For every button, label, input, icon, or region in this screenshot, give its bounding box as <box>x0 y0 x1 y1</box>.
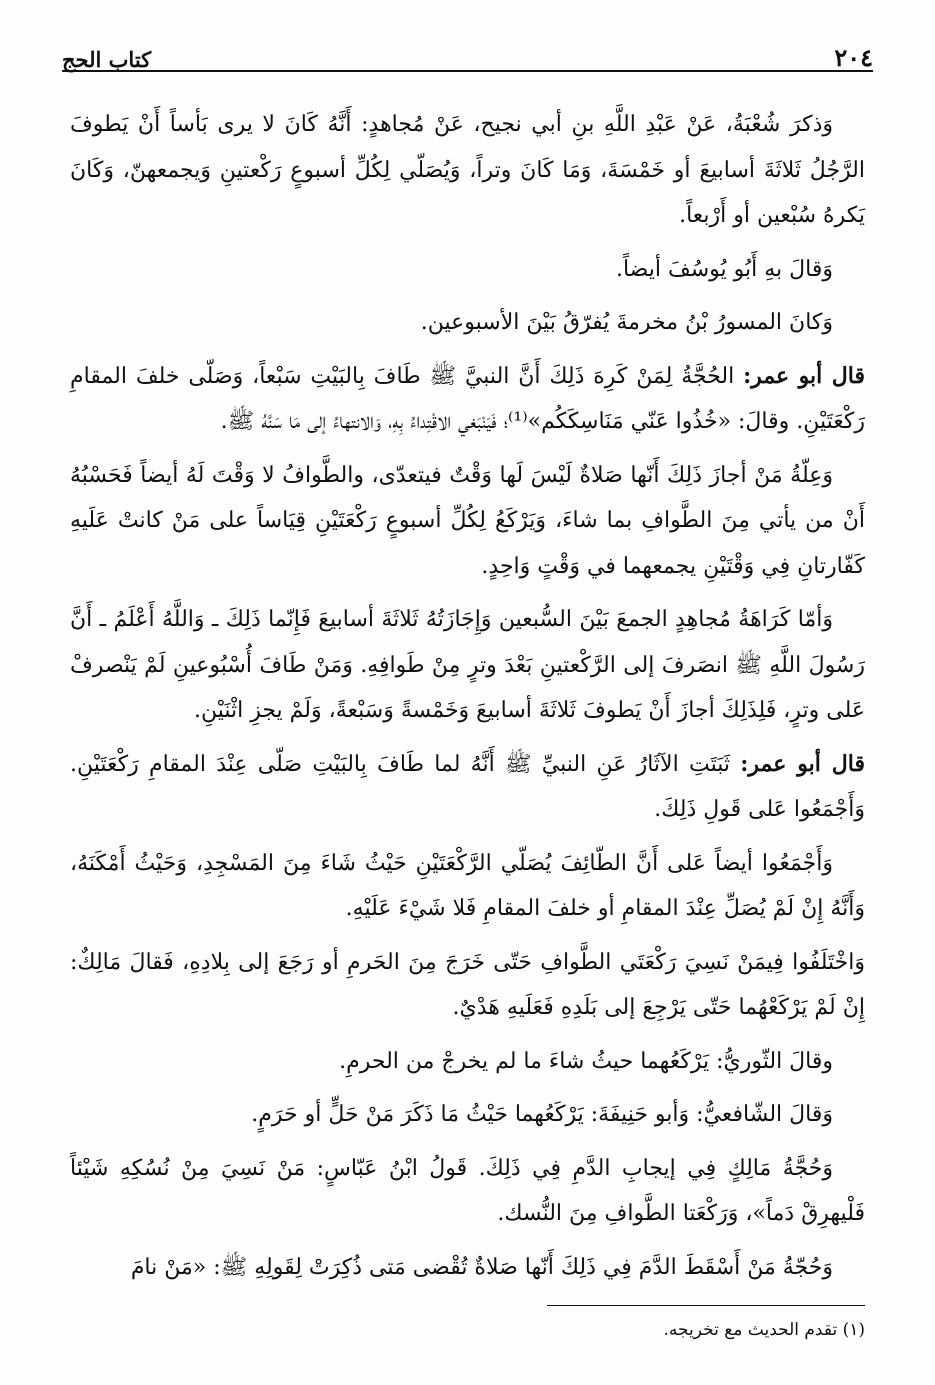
paragraph <box>70 1039 865 1085</box>
speaker-label: قال أبو عمر: <box>740 750 865 777</box>
paragraph <box>70 247 865 293</box>
footnote-rule <box>547 1305 865 1306</box>
paragraph <box>70 1146 865 1237</box>
paragraph <box>70 453 865 590</box>
paragraph-text: وقالَ الثّوريُّ: يَرْكَعُهما حيثُ شاءَ ما لم يخرجْ من الحرمِ. <box>339 1048 833 1074</box>
paragraph <box>70 597 865 734</box>
header-rule <box>62 70 873 72</box>
paragraph-text: وَأَجْمَعُوا أيضاً عَلى أَنَّ الطّائِفَ يُصَلّي الرَّكْعَتَيْنِ حَيْثُ شَاءَ مِنَ المَسْجِدِ، وَحَيْثُ أَمْكَنَهُ، وَأَنَّهُ إِنْ لَمْ يُصَلِّ عِنْدَ المقامِ أو خلفَ المقامِ فَلا شَيْءَ عَلَيْهِ. <box>70 850 865 921</box>
page-number: ٢٠٤ <box>834 43 873 72</box>
paragraph-text: ثَبَتَتِ الآثَارُ عَنِ النبيِّ ﷺ أَنَّهُ لما طَافَ بِالبَيْتِ صَلّى عِنْدَ المقامِ رَكْعَتَيْنِ. وَأَجْمَعُوا عَلى قَولِ ذَلِكَ. <box>70 751 865 822</box>
paragraph <box>70 354 865 445</box>
paragraph-text: وَحُجّةُ مَنْ أَسْقَطَ الدَّمَ فِي ذَلِكَ أَنّها صَلاةٌ تُقْضى مَتى ذُكِرَتْ لِقَولِهِ ﷺ: «مَنْ نامَ <box>130 1254 833 1280</box>
page-header <box>62 38 873 72</box>
main-text <box>70 102 865 1298</box>
running-title: كتاب الحج <box>62 47 152 72</box>
paragraph <box>70 1245 865 1291</box>
paragraph-text: الحُجَّةُ لِمَنْ كَرِهَ ذَلِكَ أَنَّ النبيَّ ﷺ طَافَ بِالبَيْتِ سَبْعاً، وَصَلّى خلفَ المقامِ رَكْعَتَيْنِ. وقالَ: «خُذُوا عَنّي مَنَاسِكَكُم»⁽¹⁾؛ فَيَنْبَغي الاقْتِداءُ بِهِ، وَالانتهاءُ إلى مَا سَنَّهُ ﷺ. <box>70 363 865 434</box>
paragraph-text: وَذكرَ شُعْبَةُ، عَنْ عَبْدِ اللَّهِ بنِ أبي نجيح، عَنْ مُجاهدٍ: أَنَّهُ كَانَ لا يرى بَأساً أَنْ يَطوفَ الرَّجُلُ ثَلاثَةَ أسابيعَ أو خَمْسَةَ، وَمَا كَانَ وتراً، وَيُصَلّي لِكُلِّ أسبوعٍ رَكْعتينِ وَيجمعهنّ، وَكَانَ يَكرهُ سُبْعين أو أَرْبعاً. <box>70 112 865 228</box>
paragraph-text: وَأمّا كَرَاهَةُ مُجاهِدٍ الجمعَ بَيْنَ السُّبعين وَإِجَازَتُهُ ثَلاثَةَ أسابيعَ فَإِنّما ذَلِكَ ـ وَاللَّهُ أَعْلَمُ ـ أَنَّ رَسُولَ اللَّهِ ﷺ انصَرفَ إلى الرَّكْعتينِ بَعْدَ وترٍ مِنْ طَوافِهِ. وَمَنْ طَافَ أُسْبُوعينِ لَمْ يَنْصرفْ عَلى وترٍ، فَلِذَلِكَ أجازَ أَنْ يَطوفَ ثَلاثَةَ أسابيعَ وَخَمْسةً وَسَبْعةً، وَلَمْ يجزِ اثْنَيْنِ. <box>70 607 865 723</box>
paragraph <box>70 940 865 1031</box>
paragraph <box>70 300 865 346</box>
paragraph-text: وَعِلّةُ مَنْ أجازَ ذَلِكَ أَنّها صَلاةٌ لَيْسَ لَها وَقْتٌ فيتعدّى، والطَّوافُ لا وَقْتَ لَهُ أيضاً فَحَسْبُهُ أَنْ من يأتي مِنَ الطَّوافِ بما شاءَ، وَيَرْكَعُ لِكُلِّ أسبوعٍ رَكْعَتَيْنِ قِيَاساً على مَنْ كانتْ عَلَيهِ كَفّارتانِ فِي وَقْتَيْنِ يجمعهما في وَقْتٍ وَاحِدٍ. <box>70 462 865 579</box>
paragraph-text: وَكانَ المسورُ بْنُ مخرمةَ يُفرّقُ بَيْنَ الأسبوعين. <box>420 310 833 335</box>
paragraph-text: وَاخْتَلَفُوا فِيمَنْ نَسِيَ رَكْعَتَي الطَّوافِ حَتّى خَرَجَ مِنَ الحَرمِ أو رَجَعَ إلى بِلادِهِ، فَقالَ مَالِكٌ: إِنْ لَمْ يَرْكَعْهُما حَتّى يَرْجِعَ إلى بَلَدِهِ فَعَلَيهِ هَدْيٌ. <box>70 949 865 1020</box>
paragraph <box>70 841 865 932</box>
paragraph <box>70 1092 865 1138</box>
paragraph <box>70 742 865 833</box>
paragraph <box>70 102 865 239</box>
footnote: (١) تقدم الحديث مع تخريجه. <box>663 1320 865 1340</box>
paragraph-text: وَحُجَّةُ مَالِكٍ فِي إيجابِ الدَّمِ فِي ذَلِكَ. قَولُ ابْنُ عَبّاسٍ: مَنْ نَسِيَ مِنْ نُسُكِهِ شَيْئاً فَلْيهرِقْ دَماً»، وَرَكْعَتا الطَّوافِ مِنَ النُّسك. <box>70 1155 865 1226</box>
speaker-label: قال أبو عمر: <box>743 362 865 389</box>
paragraph-text: وَقالَ الشّافعيُّ: وَأبو حَنِيفَةَ: يَرْكَعُهما حَيْثُ مَا ذَكَرَ مَنْ حَلٍّ أو حَرَمٍ. <box>251 1102 833 1127</box>
paragraph-text: وَقالَ بهِ أَبُو يُوسُفَ أيضاً. <box>615 256 833 282</box>
